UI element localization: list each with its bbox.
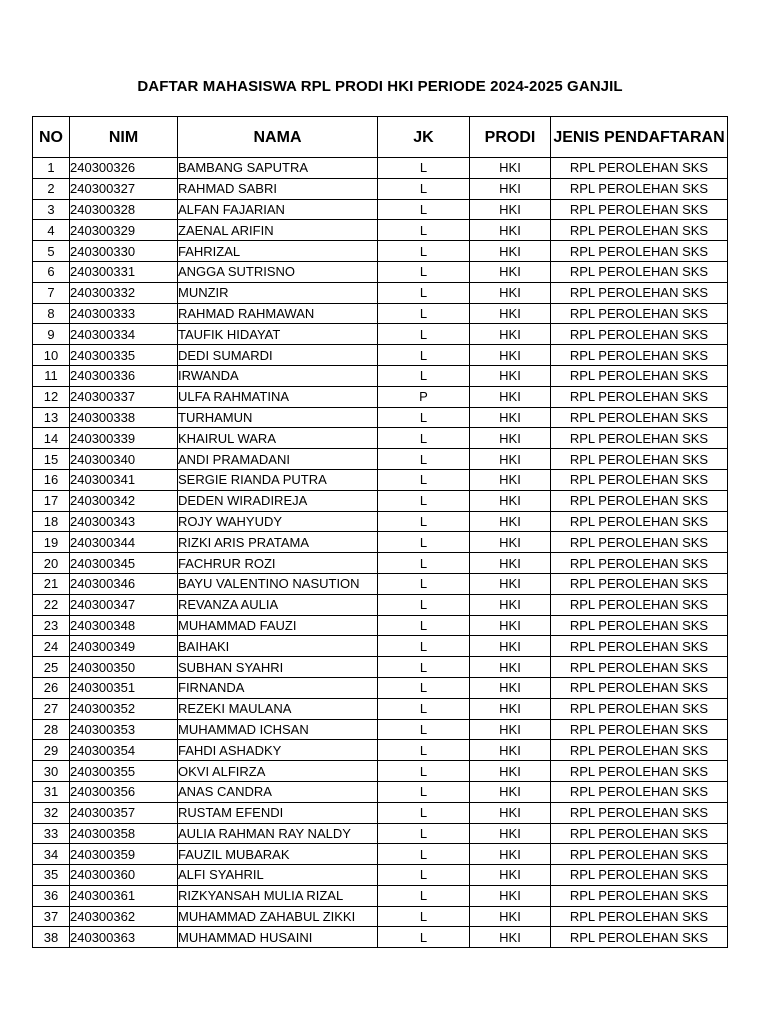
- cell-nim: 240300336: [70, 365, 178, 386]
- cell-jk: L: [378, 511, 470, 532]
- cell-no: 5: [33, 241, 70, 262]
- cell-prodi: HKI: [470, 761, 551, 782]
- cell-nim: 240300332: [70, 282, 178, 303]
- cell-nim: 240300356: [70, 781, 178, 802]
- cell-nim: 240300347: [70, 594, 178, 615]
- cell-jk: L: [378, 927, 470, 948]
- cell-nim: 240300342: [70, 490, 178, 511]
- cell-nim: 240300346: [70, 573, 178, 594]
- cell-nama: DEDI SUMARDI: [178, 345, 378, 366]
- cell-jk: L: [378, 261, 470, 282]
- table-row: [33, 261, 728, 282]
- table-row: [33, 282, 728, 303]
- cell-no: 16: [33, 469, 70, 490]
- cell-nim: 240300355: [70, 761, 178, 782]
- table-row: [33, 740, 728, 761]
- cell-prodi: HKI: [470, 719, 551, 740]
- cell-no: 12: [33, 386, 70, 407]
- cell-nama: MUHAMMAD FAUZI: [178, 615, 378, 636]
- cell-jk: L: [378, 428, 470, 449]
- cell-jk: P: [378, 386, 470, 407]
- cell-jk: L: [378, 885, 470, 906]
- cell-jk: L: [378, 199, 470, 220]
- cell-jenis-pendaftaran: RPL PEROLEHAN SKS: [551, 158, 728, 179]
- cell-nim: 240300362: [70, 906, 178, 927]
- cell-jenis-pendaftaran: RPL PEROLEHAN SKS: [551, 407, 728, 428]
- cell-nim: 240300352: [70, 698, 178, 719]
- cell-jk: L: [378, 781, 470, 802]
- cell-jenis-pendaftaran: RPL PEROLEHAN SKS: [551, 740, 728, 761]
- cell-jenis-pendaftaran: RPL PEROLEHAN SKS: [551, 303, 728, 324]
- col-header-nama: NAMA: [178, 117, 378, 158]
- cell-nama: SUBHAN SYAHRI: [178, 657, 378, 678]
- cell-no: 33: [33, 823, 70, 844]
- cell-jk: L: [378, 740, 470, 761]
- table-header: [33, 117, 728, 158]
- cell-prodi: HKI: [470, 657, 551, 678]
- cell-nim: 240300337: [70, 386, 178, 407]
- cell-nama: BAIHAKI: [178, 636, 378, 657]
- cell-prodi: HKI: [470, 573, 551, 594]
- cell-nama: REVANZA AULIA: [178, 594, 378, 615]
- cell-no: 30: [33, 761, 70, 782]
- cell-prodi: HKI: [470, 282, 551, 303]
- cell-nama: REZEKI MAULANA: [178, 698, 378, 719]
- cell-prodi: HKI: [470, 553, 551, 574]
- cell-jenis-pendaftaran: RPL PEROLEHAN SKS: [551, 449, 728, 470]
- cell-prodi: HKI: [470, 241, 551, 262]
- table-row: [33, 428, 728, 449]
- table-row: [33, 865, 728, 886]
- cell-jk: L: [378, 573, 470, 594]
- table-row: [33, 449, 728, 470]
- cell-jenis-pendaftaran: RPL PEROLEHAN SKS: [551, 282, 728, 303]
- cell-nama: MUHAMMAD HUSAINI: [178, 927, 378, 948]
- table-row: [33, 802, 728, 823]
- cell-no: 37: [33, 906, 70, 927]
- cell-jenis-pendaftaran: RPL PEROLEHAN SKS: [551, 761, 728, 782]
- cell-no: 26: [33, 677, 70, 698]
- cell-jk: L: [378, 677, 470, 698]
- cell-no: 38: [33, 927, 70, 948]
- col-header-jenis-pendaftaran: JENIS PENDAFTARAN: [551, 117, 728, 158]
- cell-nama: OKVI ALFIRZA: [178, 761, 378, 782]
- cell-jenis-pendaftaran: RPL PEROLEHAN SKS: [551, 615, 728, 636]
- cell-no: 7: [33, 282, 70, 303]
- cell-prodi: HKI: [470, 407, 551, 428]
- cell-prodi: HKI: [470, 865, 551, 886]
- cell-jenis-pendaftaran: RPL PEROLEHAN SKS: [551, 261, 728, 282]
- cell-nim: 240300360: [70, 865, 178, 886]
- table-row: [33, 844, 728, 865]
- cell-prodi: HKI: [470, 802, 551, 823]
- cell-prodi: HKI: [470, 885, 551, 906]
- cell-nama: ANAS CANDRA: [178, 781, 378, 802]
- table-body: [33, 158, 728, 948]
- cell-no: 20: [33, 553, 70, 574]
- cell-no: 4: [33, 220, 70, 241]
- cell-no: 34: [33, 844, 70, 865]
- table-row: [33, 885, 728, 906]
- cell-no: 17: [33, 490, 70, 511]
- cell-jenis-pendaftaran: RPL PEROLEHAN SKS: [551, 865, 728, 886]
- cell-nim: 240300354: [70, 740, 178, 761]
- table-row: [33, 781, 728, 802]
- cell-nama: MUHAMMAD ZAHABUL ZIKKI: [178, 906, 378, 927]
- cell-nim: 240300333: [70, 303, 178, 324]
- cell-no: 14: [33, 428, 70, 449]
- cell-no: 18: [33, 511, 70, 532]
- table-row: [33, 199, 728, 220]
- cell-nama: ZAENAL ARIFIN: [178, 220, 378, 241]
- table-row: [33, 573, 728, 594]
- cell-prodi: HKI: [470, 365, 551, 386]
- cell-nim: 240300361: [70, 885, 178, 906]
- table-row: [33, 365, 728, 386]
- cell-prodi: HKI: [470, 261, 551, 282]
- cell-nama: FAUZIL MUBARAK: [178, 844, 378, 865]
- cell-jk: L: [378, 282, 470, 303]
- document-title: DAFTAR MAHASISWA RPL PRODI HKI PERIODE 2024-2025 GANJIL: [137, 78, 623, 95]
- cell-no: 13: [33, 407, 70, 428]
- cell-nama: MUNZIR: [178, 282, 378, 303]
- cell-prodi: HKI: [470, 927, 551, 948]
- cell-prodi: HKI: [470, 615, 551, 636]
- header-row: [33, 117, 728, 158]
- cell-jenis-pendaftaran: RPL PEROLEHAN SKS: [551, 199, 728, 220]
- cell-prodi: HKI: [470, 199, 551, 220]
- cell-no: 2: [33, 178, 70, 199]
- cell-no: 6: [33, 261, 70, 282]
- cell-prodi: HKI: [470, 532, 551, 553]
- col-header-jk: JK: [378, 117, 470, 158]
- cell-no: 25: [33, 657, 70, 678]
- cell-prodi: HKI: [470, 324, 551, 345]
- cell-jk: L: [378, 719, 470, 740]
- cell-nama: RIZKI ARIS PRATAMA: [178, 532, 378, 553]
- cell-jenis-pendaftaran: RPL PEROLEHAN SKS: [551, 594, 728, 615]
- cell-no: 11: [33, 365, 70, 386]
- cell-jk: L: [378, 365, 470, 386]
- cell-nim: 240300327: [70, 178, 178, 199]
- table-row: [33, 386, 728, 407]
- cell-nim: 240300341: [70, 469, 178, 490]
- cell-prodi: HKI: [470, 220, 551, 241]
- cell-no: 35: [33, 865, 70, 886]
- cell-no: 32: [33, 802, 70, 823]
- cell-jenis-pendaftaran: RPL PEROLEHAN SKS: [551, 178, 728, 199]
- cell-jenis-pendaftaran: RPL PEROLEHAN SKS: [551, 220, 728, 241]
- cell-nim: 240300330: [70, 241, 178, 262]
- cell-nama: RIZKYANSAH MULIA RIZAL: [178, 885, 378, 906]
- cell-nim: 240300363: [70, 927, 178, 948]
- cell-nim: 240300345: [70, 553, 178, 574]
- cell-no: 9: [33, 324, 70, 345]
- cell-jenis-pendaftaran: RPL PEROLEHAN SKS: [551, 885, 728, 906]
- cell-jk: L: [378, 449, 470, 470]
- cell-jk: L: [378, 220, 470, 241]
- cell-no: 27: [33, 698, 70, 719]
- cell-jk: L: [378, 158, 470, 179]
- cell-nim: 240300359: [70, 844, 178, 865]
- cell-nim: 240300338: [70, 407, 178, 428]
- cell-nim: 240300358: [70, 823, 178, 844]
- table-row: [33, 906, 728, 927]
- cell-nama: ROJY WAHYUDY: [178, 511, 378, 532]
- cell-nim: 240300353: [70, 719, 178, 740]
- col-header-prodi: PRODI: [470, 117, 551, 158]
- cell-nim: 240300331: [70, 261, 178, 282]
- table-row: [33, 303, 728, 324]
- cell-jk: L: [378, 594, 470, 615]
- table-row: [33, 490, 728, 511]
- table-row: [33, 178, 728, 199]
- cell-jk: L: [378, 178, 470, 199]
- cell-jk: L: [378, 490, 470, 511]
- cell-prodi: HKI: [470, 511, 551, 532]
- cell-jk: L: [378, 823, 470, 844]
- cell-jk: L: [378, 636, 470, 657]
- col-header-nim: NIM: [70, 117, 178, 158]
- cell-jenis-pendaftaran: RPL PEROLEHAN SKS: [551, 802, 728, 823]
- cell-jenis-pendaftaran: RPL PEROLEHAN SKS: [551, 781, 728, 802]
- cell-jk: L: [378, 906, 470, 927]
- cell-jk: L: [378, 407, 470, 428]
- cell-nama: BAMBANG SAPUTRA: [178, 158, 378, 179]
- cell-nim: 240300357: [70, 802, 178, 823]
- cell-no: 31: [33, 781, 70, 802]
- cell-jk: L: [378, 615, 470, 636]
- table-row: [33, 553, 728, 574]
- cell-jenis-pendaftaran: RPL PEROLEHAN SKS: [551, 469, 728, 490]
- cell-jenis-pendaftaran: RPL PEROLEHAN SKS: [551, 906, 728, 927]
- cell-jk: L: [378, 469, 470, 490]
- cell-nim: 240300350: [70, 657, 178, 678]
- cell-nama: FAHRIZAL: [178, 241, 378, 262]
- cell-jenis-pendaftaran: RPL PEROLEHAN SKS: [551, 532, 728, 553]
- cell-prodi: HKI: [470, 906, 551, 927]
- cell-nama: ANGGA SUTRISNO: [178, 261, 378, 282]
- cell-jenis-pendaftaran: RPL PEROLEHAN SKS: [551, 573, 728, 594]
- table-row: [33, 761, 728, 782]
- cell-prodi: HKI: [470, 844, 551, 865]
- table-row: [33, 719, 728, 740]
- cell-jenis-pendaftaran: RPL PEROLEHAN SKS: [551, 511, 728, 532]
- cell-jk: L: [378, 345, 470, 366]
- cell-no: 15: [33, 449, 70, 470]
- cell-prodi: HKI: [470, 698, 551, 719]
- cell-nama: DEDEN WIRADIREJA: [178, 490, 378, 511]
- student-table: [32, 116, 728, 948]
- cell-prodi: HKI: [470, 386, 551, 407]
- cell-jenis-pendaftaran: RPL PEROLEHAN SKS: [551, 719, 728, 740]
- cell-no: 36: [33, 885, 70, 906]
- cell-nim: 240300351: [70, 677, 178, 698]
- cell-no: 29: [33, 740, 70, 761]
- cell-prodi: HKI: [470, 178, 551, 199]
- cell-jk: L: [378, 844, 470, 865]
- cell-jenis-pendaftaran: RPL PEROLEHAN SKS: [551, 428, 728, 449]
- cell-prodi: HKI: [470, 781, 551, 802]
- cell-nama: TURHAMUN: [178, 407, 378, 428]
- cell-no: 19: [33, 532, 70, 553]
- table-row: [33, 823, 728, 844]
- table-row: [33, 511, 728, 532]
- cell-nim: 240300335: [70, 345, 178, 366]
- cell-jenis-pendaftaran: RPL PEROLEHAN SKS: [551, 241, 728, 262]
- cell-nim: 240300328: [70, 199, 178, 220]
- cell-nim: 240300349: [70, 636, 178, 657]
- table-row: [33, 927, 728, 948]
- table-row: [33, 220, 728, 241]
- cell-jenis-pendaftaran: RPL PEROLEHAN SKS: [551, 386, 728, 407]
- col-header-no: NO: [33, 117, 70, 158]
- cell-nama: IRWANDA: [178, 365, 378, 386]
- cell-jenis-pendaftaran: RPL PEROLEHAN SKS: [551, 345, 728, 366]
- cell-nim: 240300340: [70, 449, 178, 470]
- cell-jk: L: [378, 324, 470, 345]
- cell-prodi: HKI: [470, 740, 551, 761]
- cell-prodi: HKI: [470, 158, 551, 179]
- cell-nama: RAHMAD SABRI: [178, 178, 378, 199]
- table-row: [33, 636, 728, 657]
- cell-nama: AULIA RAHMAN RAY NALDY: [178, 823, 378, 844]
- cell-nim: 240300326: [70, 158, 178, 179]
- cell-prodi: HKI: [470, 449, 551, 470]
- cell-prodi: HKI: [470, 428, 551, 449]
- cell-jk: L: [378, 802, 470, 823]
- table-row: [33, 241, 728, 262]
- table-row: [33, 677, 728, 698]
- cell-jenis-pendaftaran: RPL PEROLEHAN SKS: [551, 553, 728, 574]
- cell-jenis-pendaftaran: RPL PEROLEHAN SKS: [551, 636, 728, 657]
- cell-jk: L: [378, 532, 470, 553]
- cell-jk: L: [378, 553, 470, 574]
- table-row: [33, 407, 728, 428]
- cell-nama: TAUFIK HIDAYAT: [178, 324, 378, 345]
- cell-prodi: HKI: [470, 677, 551, 698]
- table-row: [33, 657, 728, 678]
- cell-nama: RUSTAM EFENDI: [178, 802, 378, 823]
- cell-nim: 240300339: [70, 428, 178, 449]
- cell-jenis-pendaftaran: RPL PEROLEHAN SKS: [551, 698, 728, 719]
- cell-jk: L: [378, 761, 470, 782]
- cell-nama: MUHAMMAD ICHSAN: [178, 719, 378, 740]
- table-row: [33, 324, 728, 345]
- table-row: [33, 469, 728, 490]
- cell-nim: 240300334: [70, 324, 178, 345]
- cell-jenis-pendaftaran: RPL PEROLEHAN SKS: [551, 324, 728, 345]
- cell-nama: ULFA RAHMATINA: [178, 386, 378, 407]
- cell-nama: BAYU VALENTINO NASUTION: [178, 573, 378, 594]
- cell-nama: FACHRUR ROZI: [178, 553, 378, 574]
- cell-nama: ALFI SYAHRIL: [178, 865, 378, 886]
- cell-jenis-pendaftaran: RPL PEROLEHAN SKS: [551, 823, 728, 844]
- cell-nim: 240300343: [70, 511, 178, 532]
- cell-no: 10: [33, 345, 70, 366]
- cell-prodi: HKI: [470, 823, 551, 844]
- cell-no: 1: [33, 158, 70, 179]
- cell-prodi: HKI: [470, 594, 551, 615]
- cell-nama: ANDI PRAMADANI: [178, 449, 378, 470]
- cell-no: 28: [33, 719, 70, 740]
- cell-jenis-pendaftaran: RPL PEROLEHAN SKS: [551, 365, 728, 386]
- cell-jenis-pendaftaran: RPL PEROLEHAN SKS: [551, 657, 728, 678]
- cell-nama: RAHMAD RAHMAWAN: [178, 303, 378, 324]
- cell-jk: L: [378, 698, 470, 719]
- table-row: [33, 158, 728, 179]
- cell-prodi: HKI: [470, 490, 551, 511]
- cell-no: 8: [33, 303, 70, 324]
- cell-nama: KHAIRUL WARA: [178, 428, 378, 449]
- cell-jenis-pendaftaran: RPL PEROLEHAN SKS: [551, 927, 728, 948]
- cell-prodi: HKI: [470, 345, 551, 366]
- cell-no: 22: [33, 594, 70, 615]
- cell-no: 24: [33, 636, 70, 657]
- cell-no: 21: [33, 573, 70, 594]
- cell-nim: 240300348: [70, 615, 178, 636]
- cell-nama: FIRNANDA: [178, 677, 378, 698]
- cell-jk: L: [378, 241, 470, 262]
- table-row: [33, 594, 728, 615]
- cell-jk: L: [378, 657, 470, 678]
- cell-nama: ALFAN FAJARIAN: [178, 199, 378, 220]
- cell-nama: SERGIE RIANDA PUTRA: [178, 469, 378, 490]
- cell-nim: 240300344: [70, 532, 178, 553]
- cell-jk: L: [378, 865, 470, 886]
- cell-jenis-pendaftaran: RPL PEROLEHAN SKS: [551, 677, 728, 698]
- cell-nim: 240300329: [70, 220, 178, 241]
- cell-jenis-pendaftaran: RPL PEROLEHAN SKS: [551, 844, 728, 865]
- table-row: [33, 532, 728, 553]
- cell-jk: L: [378, 303, 470, 324]
- cell-prodi: HKI: [470, 469, 551, 490]
- cell-prodi: HKI: [470, 636, 551, 657]
- cell-prodi: HKI: [470, 303, 551, 324]
- table-row: [33, 615, 728, 636]
- cell-no: 3: [33, 199, 70, 220]
- cell-no: 23: [33, 615, 70, 636]
- table-row: [33, 698, 728, 719]
- cell-nama: FAHDI ASHADKY: [178, 740, 378, 761]
- table-row: [33, 345, 728, 366]
- cell-jenis-pendaftaran: RPL PEROLEHAN SKS: [551, 490, 728, 511]
